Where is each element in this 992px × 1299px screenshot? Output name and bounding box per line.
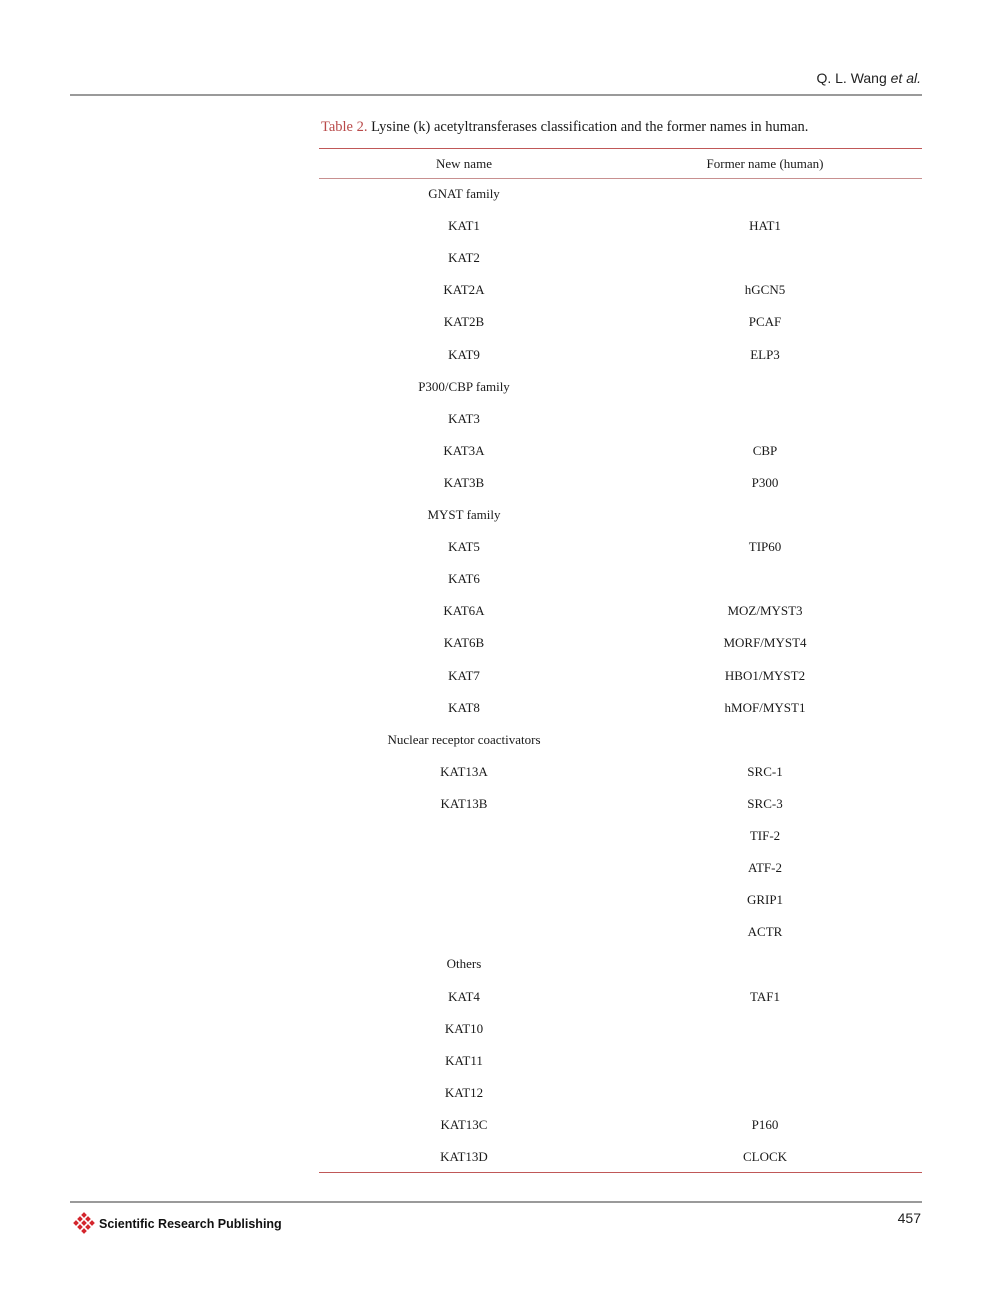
table-cell-former-name: hGCN5	[744, 282, 786, 297]
publisher-logo-icon	[72, 1212, 96, 1236]
table-cell-new-name: KAT2A	[443, 282, 485, 297]
table-caption-label[interactable]: Table 2.	[321, 119, 368, 135]
table-cell-new-name: KAT1	[448, 218, 480, 233]
table-cell-new-name: MYST family	[427, 507, 501, 522]
table-cell-new-name: KAT7	[448, 668, 480, 683]
table-cell-new-name: KAT5	[448, 539, 480, 554]
table-cell-former-name: P300	[751, 475, 779, 490]
table-bottom-rule	[319, 1172, 922, 1173]
table-cell-former-name: SRC-1	[747, 764, 783, 779]
table-cell-former-name: ACTR	[747, 924, 783, 939]
table-caption	[321, 119, 808, 136]
table-cell-new-name: KAT13C	[440, 1117, 488, 1132]
table-cell-new-name: KAT9	[448, 347, 480, 362]
table-cell-new-name: KAT3B	[443, 475, 485, 490]
table-cell-new-name: Nuclear receptor coactivators	[387, 732, 541, 747]
table-cell-new-name: KAT11	[445, 1053, 483, 1068]
table-cell-new-name: KAT2B	[443, 314, 485, 329]
table-header-former-name: Former name (human)	[706, 156, 824, 171]
table-top-rule	[319, 148, 922, 149]
table-cell-new-name: KAT13D	[440, 1149, 488, 1164]
table-cell-former-name: ATF-2	[748, 860, 782, 875]
table-cell-new-name: KAT13B	[440, 796, 488, 811]
running-head	[816, 70, 921, 86]
running-head-authors: Q. L. Wang	[816, 70, 887, 86]
table-cell-new-name: KAT3A	[443, 443, 485, 458]
table-cell-new-name: KAT6	[448, 571, 480, 586]
table-cell-former-name: TAF1	[749, 989, 781, 1004]
table-cell-new-name: KAT6B	[443, 635, 485, 650]
table-cell-former-name: MOZ/MYST3	[727, 603, 803, 618]
table-cell-new-name: KAT10	[444, 1021, 484, 1036]
table-cell-new-name: KAT4	[448, 989, 480, 1004]
table-cell-new-name: KAT8	[448, 700, 480, 715]
running-head-etal: et al.	[890, 70, 921, 86]
table-cell-new-name: KAT2	[448, 250, 480, 265]
table-cell-former-name: HAT1	[749, 218, 781, 233]
table-cell-former-name: PCAF	[748, 314, 782, 329]
publisher-brand[interactable]	[72, 1212, 282, 1236]
footer-rule	[70, 1201, 922, 1203]
table-cell-new-name: Others	[446, 956, 482, 971]
header-rule	[70, 94, 922, 96]
table-caption-text: Lysine (k) acetyltransferases classification and the former names in human.	[367, 119, 809, 135]
table-header-new-name: New name	[436, 156, 492, 171]
table-header-rule	[319, 178, 922, 179]
table-cell-new-name: KAT13A	[440, 764, 488, 779]
publisher-name: Scientific Research Publishing	[99, 1217, 282, 1231]
table-cell-former-name: hMOF/MYST1	[724, 700, 806, 715]
table-cell-new-name: P300/CBP family	[418, 379, 510, 394]
table-cell-former-name: SRC-3	[747, 796, 783, 811]
table-cell-new-name: KAT3	[448, 411, 480, 426]
table-cell-former-name: P160	[751, 1117, 779, 1132]
table-cell-new-name: GNAT family	[428, 186, 500, 201]
table-cell-former-name: CBP	[752, 443, 778, 458]
table-cell-new-name: KAT12	[444, 1085, 484, 1100]
table-cell-former-name: ELP3	[750, 347, 780, 362]
table-cell-former-name: CLOCK	[742, 1149, 788, 1164]
table-cell-new-name: KAT6A	[443, 603, 485, 618]
table-cell-former-name: MORF/MYST4	[723, 635, 807, 650]
table-cell-former-name: TIF-2	[749, 828, 781, 843]
table-cell-former-name: HBO1/MYST2	[724, 668, 806, 683]
page-number: 457	[897, 1210, 921, 1226]
table-cell-former-name: GRIP1	[746, 892, 784, 907]
table-cell-former-name: TIP60	[748, 539, 782, 554]
